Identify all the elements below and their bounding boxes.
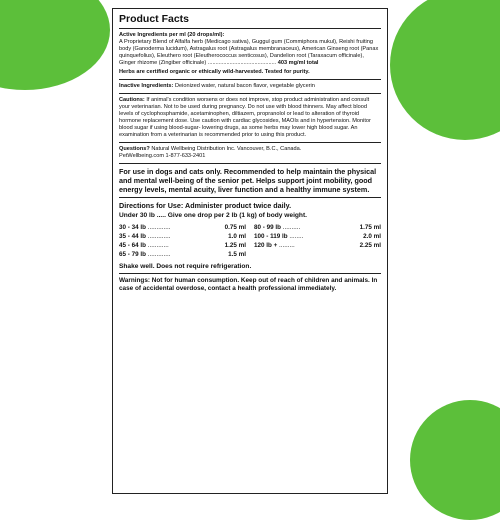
divider — [119, 163, 381, 164]
cautions-section — [119, 97, 381, 139]
dosage-column-left — [119, 223, 246, 259]
inactive-ingredients-section — [119, 83, 381, 90]
dosage-column-right — [254, 223, 381, 259]
inactive-heading: Inactive Ingredients: — [119, 83, 174, 89]
dosage-row: 100 - 119 lb ........ 2.0 ml — [254, 233, 381, 240]
inactive-text: Deionized water, natural bacon flavor, vegetable glycerin — [174, 83, 315, 89]
under-30-text: Give one drop per 2 lb (1 kg) of body weight. — [167, 212, 307, 219]
dosage-row: 35 - 44 lb ............. 1.0 ml — [119, 233, 246, 240]
dosage-row: 80 - 99 lb .......... 1.75 ml — [254, 224, 381, 231]
cautions-heading: Cautions: — [119, 97, 145, 103]
green-blob-bottom-right — [410, 400, 500, 520]
questions-contact: PetWellbeing.com 1-877-633-2401 — [119, 153, 206, 159]
active-ingredients-total: 403 mg/ml total — [277, 60, 319, 66]
dosage-row: 120 lb + ......... 2.25 ml — [254, 242, 381, 249]
cautions-text: If animal's condition worsens or does not improve, stop product administration and consult your veterinarian. Not to be used during pregnancy. Do not use with blood thinners. May affect blood levels of cyclophosphamide, acetaminophen, diltiazem, propranolol or lead to alteration of thyroid hormone replacement dose. Use caution with cardiac glycosides, MAOIs and in hypertension. Monitor blood sugar if using blood-sugar- lowering drugs, as some herbs may lower high blood sugar. An examination from a veterinarian is recommended prior to using this product. — [119, 97, 371, 138]
green-blob-top-left — [0, 0, 110, 90]
divider — [119, 79, 381, 80]
dosage-row: 45 - 64 lb ............ 1.25 ml — [119, 242, 246, 249]
questions-section — [119, 146, 381, 160]
divider — [119, 197, 381, 198]
under-30-weight: Under 30 lb — [119, 212, 155, 219]
questions-heading: Questions? — [119, 146, 150, 152]
divider — [119, 142, 381, 143]
questions-text: Natural Wellbeing Distribution Inc. Vancouver, B.C., Canada. — [151, 146, 302, 152]
dosage-row: 30 - 34 lb ............. 0.75 ml — [119, 224, 246, 231]
label-title: Product Facts — [119, 13, 190, 25]
usage-statement: For use in dogs and cats only. Recommended to help maintain the physical and mental well-being of the senior pet. Helps support joint mobility, good energy levels, mental acuity, liver function and a healthy immune system. — [119, 167, 377, 194]
green-blob-top-right — [390, 0, 500, 140]
storage-note: Shake well. Does not require refrigeration. — [119, 263, 252, 270]
divider — [119, 28, 381, 29]
divider — [119, 93, 381, 94]
active-ingredients-section: Active Ingredients per ml (20 drops/ml): A Proprietary Blend of Alfalfa herb (Medicago sativa), Guggul gum (Commiphora mukul), Reishi fruiting body (Ganoderma lucidum), Astragalus root (Astragalus membranaceus), American Ginseng root (Panax quinquefolius), Eleuthero root (Eleutherococcus senticosus), Dandelion root (Taraxacum officinale), Ginger rhizome (Zingiber officinale) ............................................ 403 mg/ml total — [119, 32, 381, 67]
product-facts-label — [112, 8, 388, 494]
active-ingredients-heading: Active Ingredients per ml (20 drops/ml): — [119, 32, 225, 38]
active-ingredients-text: A Proprietary Blend of Alfalfa herb (Medicago sativa), Guggul gum (Commiphora mukul), Reishi fruiting body (Ganoderma lucidum), Astragalus root (Astragalus membranaceus), American Ginseng root (Panax quinquefolius), Eleuthero root (Eleutherococcus senticosus), Dandelion root (Taraxacum officinale), Ginger rhizome (Zingiber officinale) — [119, 39, 379, 66]
directions-heading: Directions for Use: Administer product twice daily. — [119, 201, 292, 210]
certified-note: Herbs are certified organic or ethically wild-harvested. Tested for purity. — [119, 69, 310, 75]
divider — [119, 273, 381, 274]
dosage-row: 65 - 79 lb ............. 1.5 ml — [119, 251, 246, 258]
under-30-row: Under 30 lb ..... Give one drop per 2 lb (1 kg) of body weight. — [119, 212, 307, 219]
warnings-section: Warnings: Not for human consumption. Keep out of reach of children and animals. In case of accidental overdose, contact a health professional immediately. — [119, 277, 378, 292]
dosage-table — [119, 223, 381, 259]
